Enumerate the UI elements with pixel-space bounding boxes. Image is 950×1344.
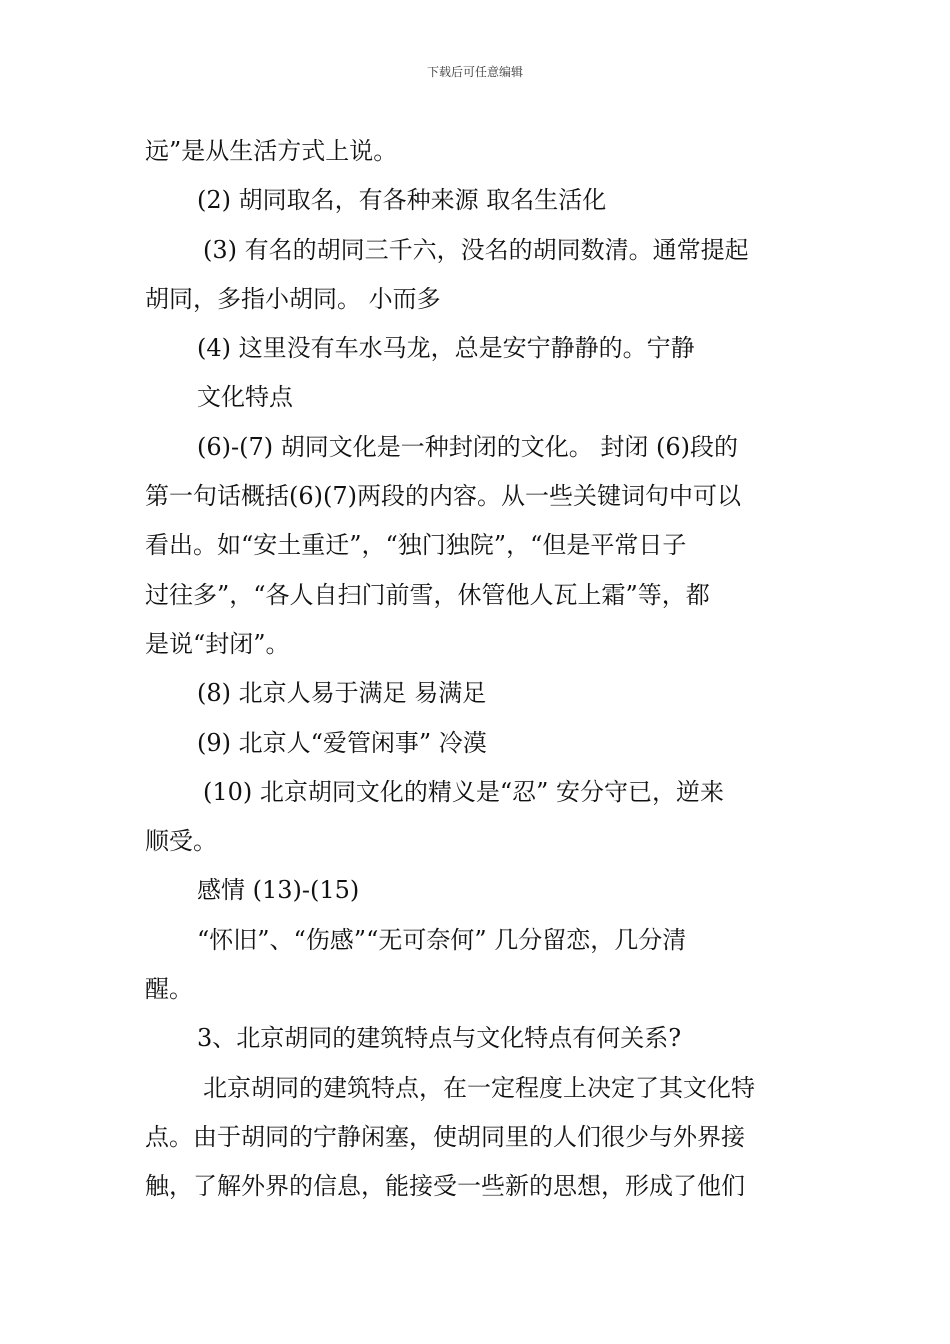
text-line: 远”是从生活方式上说。: [145, 137, 398, 165]
text-line: (9) 北京人“爱管闲事” 冷漠: [197, 728, 487, 757]
text-line: (6)-(7) 胡同文化是一种封闭的文化。 封闭 (6)段的: [197, 432, 738, 461]
text-line: 北京胡同的建筑特点，在一定程度上决定了其文化特: [203, 1073, 755, 1102]
text-line: “怀旧”、“伤感”“无可奈何” 几分留恋，几分清: [197, 925, 687, 954]
section-heading: 文化特点: [197, 383, 293, 412]
question-heading: 3、北京胡同的建筑特点与文化特点有何关系?: [197, 1024, 682, 1053]
text-line: 看出。如“安土重迁”，“独门独院”，“但是平常日子: [145, 531, 687, 560]
text-line: (10) 北京胡同文化的精义是“忍” 安分守已，逆来: [203, 777, 725, 806]
section-heading: 感情 (13)-(15): [197, 876, 360, 905]
text-line: 触，了解外界的信息，能接受一些新的思想，形成了他们: [145, 1172, 745, 1201]
text-line: 过往多”，“各人自扫门前雪，休管他人瓦上霜”等，都: [145, 580, 710, 609]
text-line: (4) 这里没有车水马龙，总是安宁静静的。宁静: [197, 334, 695, 363]
text-line: (2) 胡同取名，有各种来源 取名生活化: [197, 186, 607, 215]
page-header: 下载后可任意编辑: [426, 65, 523, 79]
text-line: 顺受。: [145, 827, 217, 856]
text-line: 第一句话概括(6)(7)两段的内容。从一些关键词句中可以: [145, 482, 741, 511]
text-line: 醒。: [145, 975, 193, 1004]
document-body: [145, 127, 810, 1212]
text-line: (3) 有名的胡同三千六，没名的胡同数清。通常提起: [203, 235, 749, 264]
text-line: 点。由于胡同的宁静闲塞，使胡同里的人们很少与外界接: [145, 1122, 745, 1151]
text-line: 胡同，多指小胡同。 小而多: [145, 284, 441, 313]
text-line: 是说“封闭”。: [145, 629, 290, 658]
text-line: (8) 北京人易于满足 易满足: [197, 679, 487, 708]
